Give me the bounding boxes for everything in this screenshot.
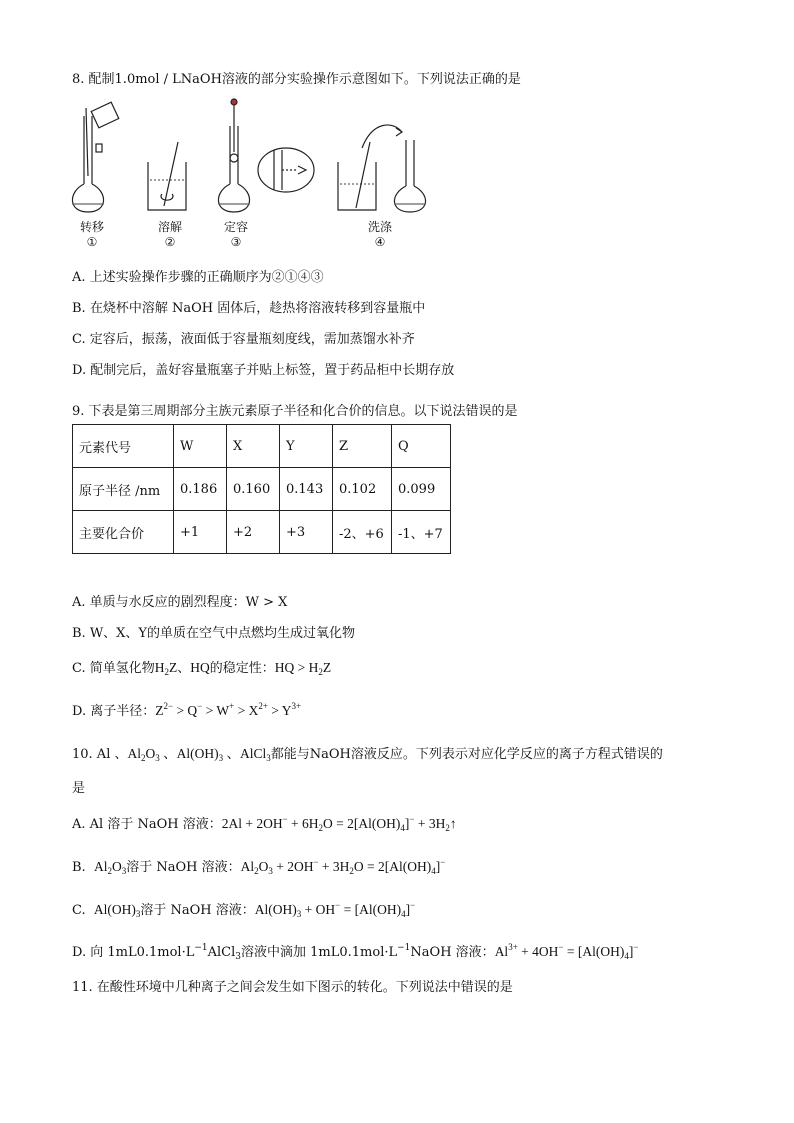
q8-option-c: C. 定容后，振荡，液面低于容量瓶刻度线，需加蒸馏水补齐 bbox=[72, 332, 415, 347]
q10-stem: 10. Al 、$Al_2O_3$ 、$Al(OH)_3$ 、AlCl$_3$都能与NaOH溶液反应。下列表示对应化学反应的离子方程式错误的 bbox=[72, 746, 663, 763]
q10-option-b: B. $Al_2O_3$溶于 NaOH 溶液：$Al_2O_3 + 2OH^- + 3H_2O = 2[Al(OH)_4]^-$ bbox=[72, 857, 446, 876]
table-row: 元素代号 W X Y Z Q bbox=[73, 425, 451, 468]
q8-option-a: A. 上述实验操作步骤的正确顺序为②①④③ bbox=[72, 270, 324, 285]
q10-option-d: D. 向 $1mL0.1mol\cdot L^{-1}AlCl_3$溶液中滴加 $1mL0.1mol\cdot L^{-1}NaOH$ 溶液：$Al^{3+} + 4OH^- = [Al(OH)_4]^-$ bbox=[72, 942, 639, 962]
eye-view-icon bbox=[258, 148, 314, 192]
q8-stem: 8. 配制1.0mol / LNaOH溶液的部分实验操作示意图如下。下列说法正确的是 bbox=[72, 72, 521, 87]
table-row: 主要化合价 +1 +2 +3 -2、+6 -1、+7 bbox=[73, 511, 451, 554]
beaker-dissolve-icon bbox=[148, 142, 186, 210]
figure-label-volume: 定容 ③ bbox=[223, 220, 248, 249]
q9-option-b: B. W、X、Y的单质在空气中点燃均生成过氧化物 bbox=[72, 626, 356, 641]
q11-stem: 11. 在酸性环境中几种离子之间会发生如下图示的转化。下列说法中错误的是 bbox=[72, 980, 513, 995]
q10-option-a: A. Al 溶于 NaOH 溶液：$2Al + 2OH^- + 6H_2O = 2[Al(OH)_4]^-$ + $3H_2↑$ bbox=[72, 814, 457, 833]
q10-stem-line2: 是 bbox=[72, 781, 86, 796]
figure-label-dissolve: 溶解 ② bbox=[157, 220, 182, 249]
q10-option-c: C. $Al(OH)_3$溶于 NaOH 溶液：$Al(OH)_3 + OH^- = [Al(OH)_4]^-$ bbox=[72, 900, 416, 919]
q9-option-d: D. 离子半径：$Z^{2-} > Q^- > W^+ > X^{2+} > Y^{3+}$ bbox=[72, 701, 302, 719]
beaker-wash-icon bbox=[338, 125, 426, 212]
flask-volume-icon bbox=[218, 99, 250, 212]
q9-option-c: C. 简单氢化物$H_2Z$、HQ的稳定性：HQ > $H_2Z$ bbox=[72, 660, 332, 677]
flask-transfer-icon bbox=[72, 102, 119, 212]
q8-option-b: B. 在烧杯中溶解 NaOH 固体后，趁热将溶液转移到容量瓶中 bbox=[72, 301, 426, 316]
figure-label-wash: 洗涤 ④ bbox=[367, 220, 392, 249]
q8-option-d: D. 配制完后，盖好容量瓶塞子并贴上标签，置于药品柜中长期存放 bbox=[72, 363, 455, 378]
table-row: 原子半径 /nm 0.186 0.160 0.143 0.102 0.099 bbox=[73, 468, 451, 511]
q9-option-a: A. 单质与水反应的剧烈程度：W > X bbox=[72, 595, 288, 610]
q9-stem: 9. 下表是第三周期部分主族元素原子半径和化合价的信息。以下说法错误的是 bbox=[72, 404, 518, 419]
element-info-table bbox=[72, 424, 451, 554]
figure-label-transfer: 转移 ① bbox=[79, 220, 104, 249]
